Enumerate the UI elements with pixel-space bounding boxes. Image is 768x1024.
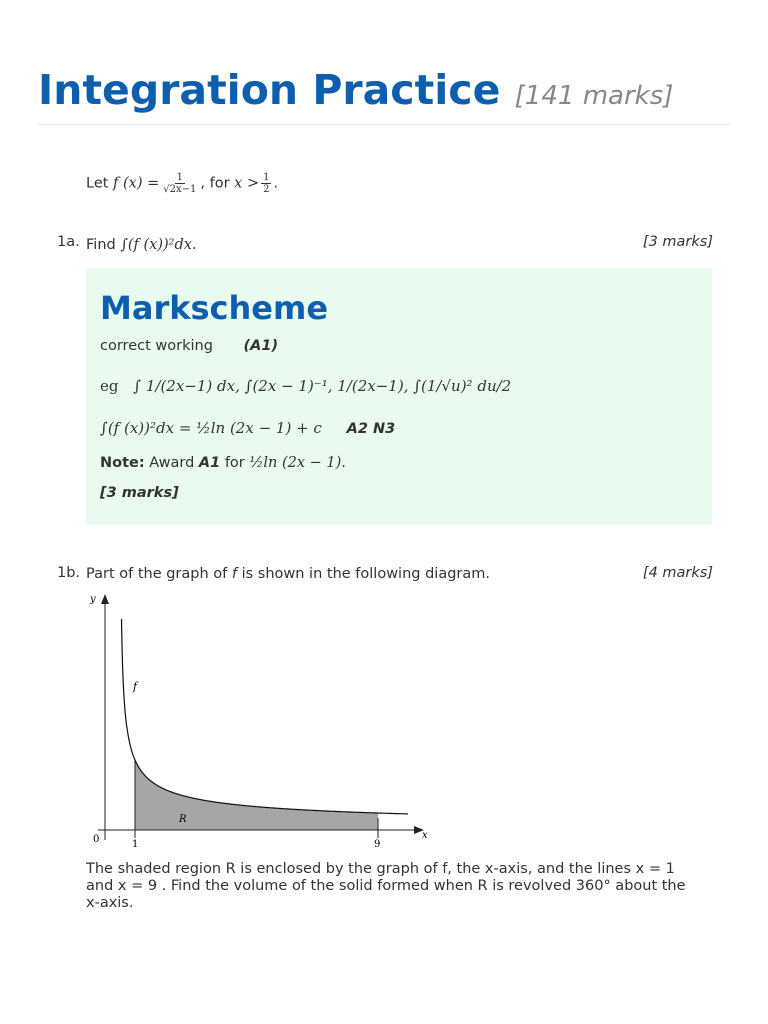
working-code: (A1) — [243, 338, 279, 354]
condition-fraction: $\frac{1}{2}$ — [263, 172, 270, 195]
markscheme-marks: [3 marks] — [100, 485, 179, 501]
question-1b-marks: [4 marks] — [642, 565, 713, 581]
f-definition: f (x) = — [113, 175, 160, 192]
answer-expression: ∫(f (x))²dx = ½ln (2x − 1) + c — [100, 419, 322, 437]
note-label: Note: — [100, 455, 145, 471]
for-text: , for — [200, 175, 230, 192]
title-text: Integration Practice — [38, 66, 501, 114]
y-axis-label: y — [90, 594, 96, 605]
curve-label: f — [133, 680, 138, 693]
note-award: Award — [149, 455, 195, 471]
total-marks: [141 marks] — [514, 81, 674, 111]
domain-condition: x > — [234, 175, 260, 192]
question-1b-line-1: The shaded region R is enclosed by the graph of f, the x-axis, and the lines x = 1 — [86, 861, 675, 877]
f-letter: f — [231, 566, 237, 582]
question-1b-text: Part of the graph of f is shown in the following diagram. — [86, 566, 490, 582]
tick-label-1: 1 — [132, 839, 139, 850]
example-expressions: ∫ 1/(2x−1) dx, ∫(2x − 1)⁻¹, 1/(2x−1), ∫(1/√u)² du/2 — [133, 377, 512, 395]
working-label: correct working — [100, 338, 213, 354]
curve-f — [122, 619, 408, 814]
note-for: for — [224, 455, 245, 471]
integral-expression: ∫(f (x))²dx. — [120, 237, 197, 253]
title-divider — [38, 124, 730, 125]
note-expression: ½ln (2x − 1). — [249, 455, 346, 471]
eg-label: eg — [100, 377, 119, 395]
answer-line — [100, 418, 395, 439]
x-axis-label: x — [422, 830, 428, 841]
note-code: A1 — [198, 455, 221, 471]
question-number-1b: 1b. — [57, 565, 81, 581]
question-1a-marks: [3 marks] — [642, 234, 713, 250]
page-title — [38, 66, 673, 120]
shaded-region — [135, 760, 378, 830]
function-definition: Let f (x) = $\frac{1}{√2x-1}$ , for x > $\frac{1}{2}$ . — [86, 172, 279, 195]
note-line — [100, 454, 346, 472]
function-graph — [86, 588, 436, 854]
question-1b-line-2: and x = 9 . Find the volume of the solid formed when R is revolved 360° about the — [86, 878, 686, 894]
working-line — [100, 337, 278, 355]
region-label: R — [179, 814, 187, 825]
definition-fraction: $\frac{1}{√2x-1}$ — [163, 172, 197, 195]
let-word: Let — [86, 175, 109, 192]
question-1b-line-3: x-axis. — [86, 895, 134, 911]
answer-code: A2 N3 — [346, 421, 396, 437]
y-axis-arrow — [101, 594, 109, 604]
origin-label: 0 — [93, 834, 100, 845]
find-word: Find — [86, 237, 116, 253]
example-line — [100, 376, 511, 396]
tick-label-9: 9 — [374, 839, 381, 850]
question-1a-text — [86, 236, 197, 254]
question-number-1a: 1a. — [57, 234, 80, 250]
markscheme-title: Markscheme — [100, 289, 329, 327]
